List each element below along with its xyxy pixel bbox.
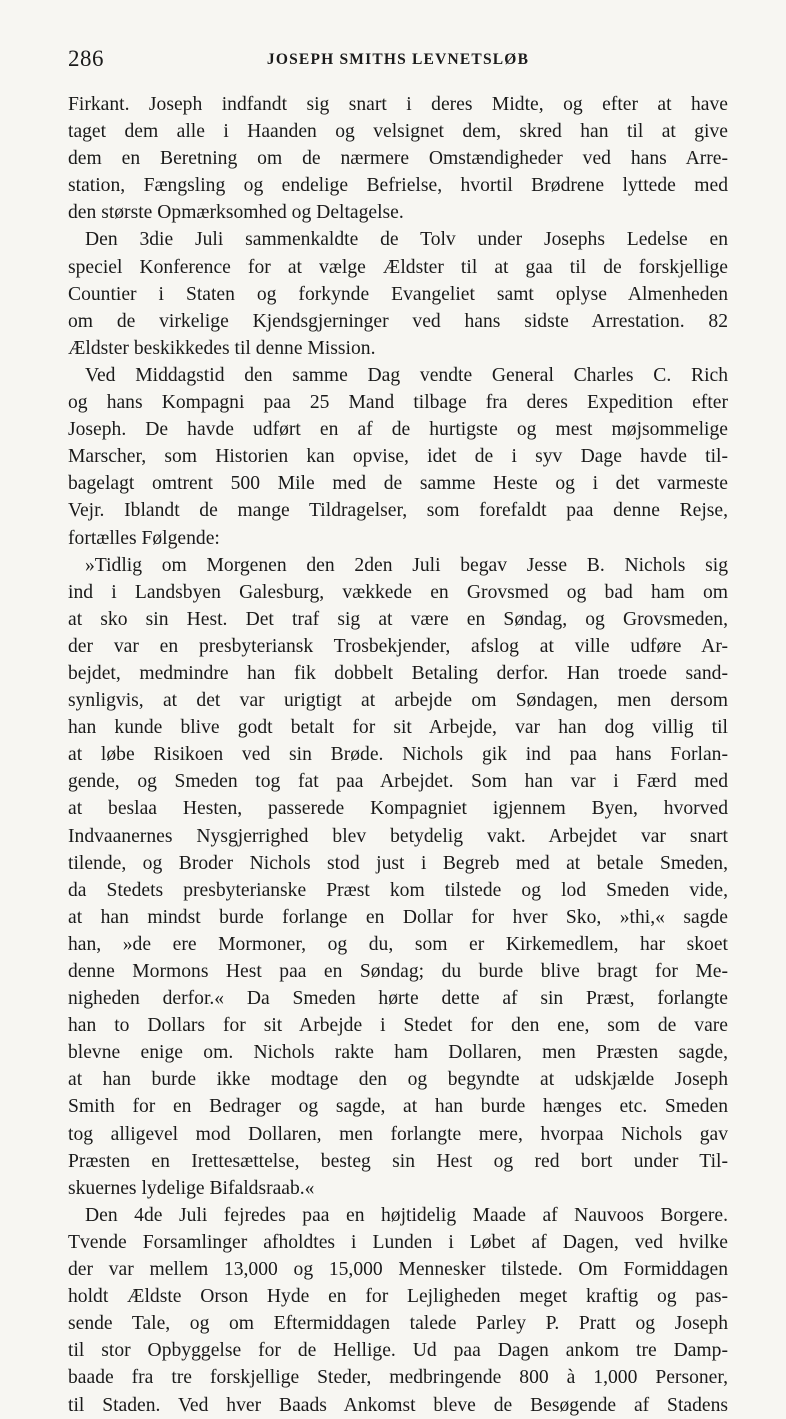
- text-line: »Tidlig om Morgenen den 2den Juli begav Jesse B. Nichols sig: [85, 554, 728, 576]
- text-line: til stor Opbyggelse for de Hellige. Ud paa Dagen ankom tre Damp-: [68, 1340, 728, 1362]
- text-line: til Staden. Ved hver Baads Ankomst bleve de Besøgende af Stadens: [68, 1394, 728, 1416]
- page-number: 286: [68, 46, 104, 71]
- text-line: der var mellem 13,000 og 15,000 Mennesker tilstede. Om Formiddagen: [68, 1259, 728, 1281]
- text-line: han to Dollars for sit Arbejde i Stedet for den ene, som de vare: [68, 1015, 728, 1037]
- text-line: ind i Landsbyen Galesburg, vækkede en Grovsmed og bad ham om: [68, 581, 728, 603]
- text-line: dem en Beretning om de nærmere Omstændigheder ved hans Arre-: [68, 148, 728, 170]
- text-line: skuernes lydelige Bifaldsraab.«: [68, 1177, 315, 1199]
- text-line: baade fra tre forskjellige Steder, medbringende 800 à 1,000 Personer,: [68, 1367, 728, 1389]
- text-line: Firkant. Joseph indfandt sig snart i deres Midte, og efter at have: [68, 94, 728, 115]
- text-line: denne Mormons Hest paa en Søndag; du burde blive bragt for Me-: [68, 961, 728, 982]
- text-line: han kunde blive godt betalt for sit Arbejde, var han dog villig til: [68, 717, 728, 739]
- text-line: sende Tale, og om Eftermiddagen talede Parley P. Pratt og Joseph: [68, 1313, 728, 1335]
- text-line: Countier i Staten og forkynde Evangeliet samt oplyse Almenheden: [68, 283, 728, 305]
- page-header: [68, 46, 728, 72]
- text-line: Den 4de Juli fejredes paa en højtidelig Maade af Nauvoos Borgere.: [85, 1204, 728, 1226]
- text-line: at han burde ikke modtage den og begyndte at udskjælde Joseph: [68, 1069, 728, 1091]
- text-line: fortælles Følgende:: [68, 527, 220, 549]
- text-line: nigheden derfor.« Da Smeden hørte dette af sin Præst, forlangte: [68, 988, 728, 1010]
- text-line: han, »de ere Mormoner, og du, som er Kirkemedlem, har skoet: [68, 933, 728, 955]
- running-title: JOSEPH SMITHS LEVNETSLØB: [266, 51, 530, 68]
- text-line: at løbe Risikoen ved sin Brøde. Nichols gik ind paa hans Forlan-: [68, 744, 728, 766]
- text-line: Tvende Forsamlinger afholdtes i Lunden i Løbet af Dagen, ved hvilke: [68, 1231, 728, 1253]
- body-text: [68, 91, 728, 1419]
- text-line: den største Opmærksomhed og Deltagelse.: [68, 202, 404, 224]
- text-line: Ældster beskikkedes til denne Mission.: [68, 337, 376, 359]
- text-line: Marscher, som Historien kan opvise, idet de i syv Dage havde til-: [68, 446, 728, 468]
- text-line: gende, og Smeden tog fat paa Arbejdet. Som han var i Færd med: [68, 771, 728, 793]
- text-line: station, Fængsling og endelige Befrielse, hvortil Brødrene lyttede med: [68, 175, 728, 197]
- text-line: tilende, og Broder Nichols stod just i Begreb med at betale Smeden,: [68, 852, 728, 874]
- text-line: synligvis, at det var urigtigt at arbejde om Søndagen, men dersom: [68, 690, 728, 712]
- text-line: Ved Middagstid den samme Dag vendte General Charles C. Rich: [85, 364, 728, 386]
- text-line: at han mindst burde forlange en Dollar for hver Sko, »thi,« sagde: [68, 906, 728, 928]
- text-line: at sko sin Hest. Det traf sig at være en Søndag, og Grovsmeden,: [68, 608, 728, 630]
- text-line: tog alligevel mod Dollaren, men forlangte mere, hvorpaa Nichols gav: [68, 1123, 728, 1145]
- text-line: der var en presbyteriansk Trosbekjender, afslog at ville udføre Ar-: [68, 635, 728, 657]
- text-line: om de virkelige Kjendsgjerninger ved hans sidste Arrestation. 82: [68, 310, 728, 332]
- text-line: bagelagt omtrent 500 Mile med de samme Heste og i det varmeste: [68, 473, 728, 495]
- text-line: taget dem alle i Haanden og velsignet dem, skred han til at give: [68, 121, 728, 143]
- text-line: blevne enige om. Nichols rakte ham Dollaren, men Præsten sagde,: [68, 1042, 728, 1064]
- text-line: Indvaanernes Nysgjerrighed blev betydelig vakt. Arbejdet var snart: [68, 825, 728, 847]
- text-line: at beslaa Hesten, passerede Kompagniet igjennem Byen, hvorved: [68, 798, 728, 820]
- text-line: Smith for en Bedrager og sagde, at han burde hænges etc. Smeden: [68, 1096, 728, 1118]
- text-line: Joseph. De havde udført en af de hurtigste og mest møjsommelige: [68, 419, 728, 441]
- text-line: holdt Ældste Orson Hyde en for Lejligheden meget kraftig og pas-: [68, 1286, 728, 1308]
- text-line: Vejr. Iblandt de mange Tildragelser, som forefaldt paa denne Rejse,: [68, 500, 728, 522]
- text-line: bejdet, medmindre han fik dobbelt Betaling derfor. Han troede sand-: [68, 662, 728, 684]
- text-line: da Stedets presbyterianske Præst kom tilstede og lod Smeden vide,: [68, 879, 728, 901]
- text-line: Den 3die Juli sammenkaldte de Tolv under Josephs Ledelse en: [85, 229, 728, 251]
- text-line: og hans Kompagni paa 25 Mand tilbage fra deres Expedition efter: [68, 392, 728, 414]
- text-line: speciel Konference for at vælge Ældster til at gaa til de forskjellige: [68, 256, 728, 278]
- text-line: Præsten en Irettesættelse, besteg sin Hest og red bort under Til-: [68, 1150, 728, 1172]
